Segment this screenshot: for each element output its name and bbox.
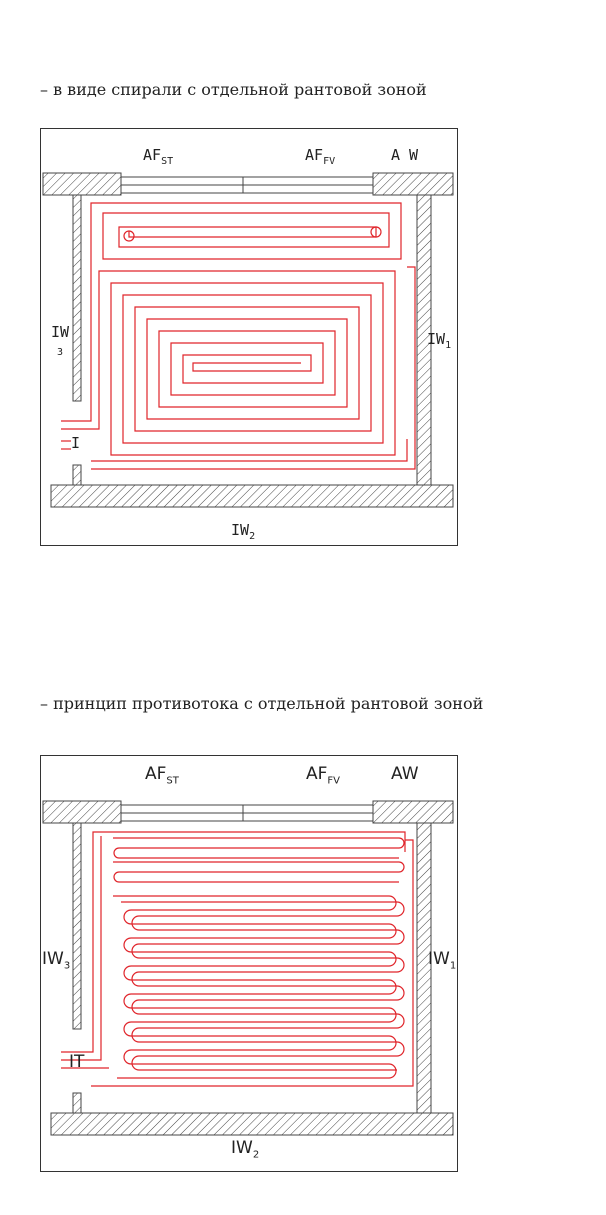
diagram-spiral <box>40 128 458 546</box>
wall-top-right <box>373 801 453 823</box>
label-inlet: IT <box>69 1052 85 1072</box>
spiral-layout-drawing <box>41 129 457 545</box>
walls <box>43 173 453 507</box>
heating-pipes <box>61 832 413 1086</box>
wall-left <box>73 195 81 401</box>
caption-spiral: – в виде спирали с отдельной рантовой зоной <box>40 80 427 99</box>
wall-left-stub <box>73 1093 81 1113</box>
label-iw3: IW 3 <box>50 323 70 358</box>
label-af-fv: $AF_{FV}$ <box>306 764 341 787</box>
walls <box>43 801 453 1135</box>
label-af-fv: $AF_{FV}$ <box>305 146 336 167</box>
wall-top-left <box>43 173 121 195</box>
wall-bottom <box>51 1113 453 1135</box>
diagram-counterflow <box>40 755 458 1172</box>
wall-left-stub <box>73 465 81 485</box>
counterflow-layout-drawing <box>41 756 457 1171</box>
caption-counterflow: – принцип противотока с отдельной рантовой зоной <box>40 694 484 713</box>
label-iw2: $IW_2$ <box>231 1138 260 1161</box>
heating-pipes <box>61 203 415 469</box>
wall-top-right <box>373 173 453 195</box>
wall-bottom <box>51 485 453 507</box>
label-af-st: $AF_{ST}$ <box>143 146 174 167</box>
wall-top-left <box>43 801 121 823</box>
label-af-st: $AF_{ST}$ <box>145 764 179 787</box>
label-inlet: I <box>71 434 81 452</box>
wall-left <box>73 823 81 1029</box>
label-iw3: $IW_3$ <box>42 949 71 972</box>
label-iw2: $IW_2$ <box>231 521 256 542</box>
label-aw: AW <box>391 764 419 784</box>
label-iw1: $IW_1$ <box>428 949 457 972</box>
label-aw: A W <box>391 146 419 164</box>
label-iw1: $IW_1$ <box>427 330 452 351</box>
